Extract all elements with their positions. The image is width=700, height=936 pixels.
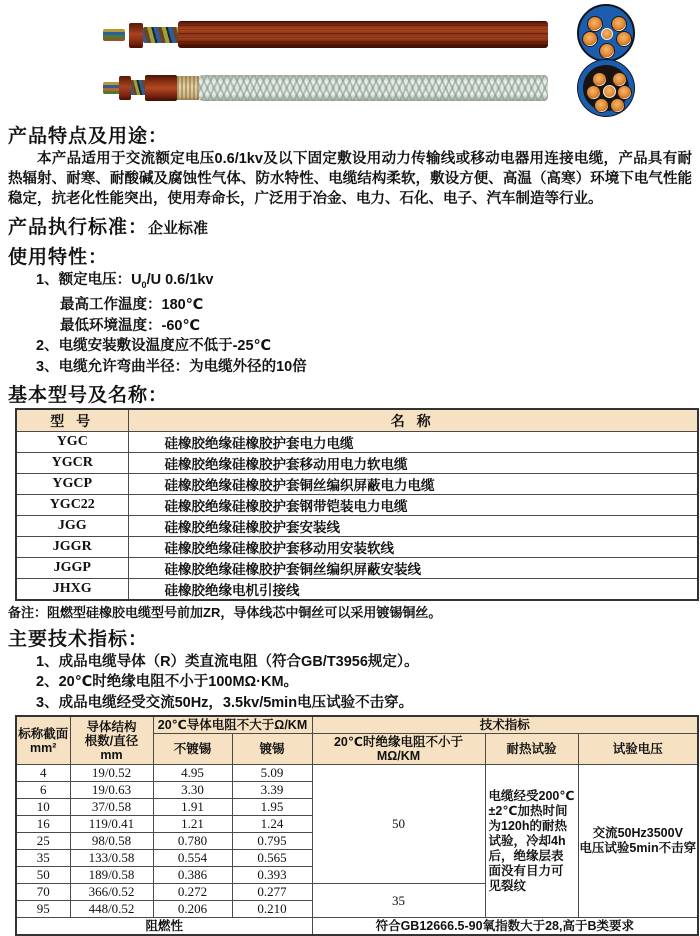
model-code: YGCR <box>16 452 128 473</box>
spec-col-section-l1: 标称截面 <box>18 726 69 741</box>
table-row <box>16 765 698 782</box>
model-code: YGCP <box>16 473 128 494</box>
spec-col-untinned: 不镀锡 <box>153 734 232 765</box>
standard-title <box>8 212 692 239</box>
untinned-value: 4.95 <box>153 765 232 782</box>
usage-item-1c: 最低环境温度：-60℃ <box>60 317 201 334</box>
structure-value: 98/0.58 <box>70 833 153 850</box>
voltage-test-l2: 电压试验5min不击穿 <box>579 841 697 856</box>
cable-jacket-icon <box>178 21 548 48</box>
cable-collar-icon <box>119 76 131 100</box>
structure-value: 37/0.58 <box>70 799 153 816</box>
insulation-group-50: 50 <box>312 765 485 884</box>
spec-col-section <box>16 716 70 765</box>
section-value: 95 <box>16 901 70 918</box>
models-col-name: 名 称 <box>128 409 698 431</box>
untinned-value: 0.206 <box>153 901 232 918</box>
table-row <box>16 431 698 452</box>
models-col-model: 型 号 <box>16 409 128 431</box>
structure-value: 19/0.63 <box>70 782 153 799</box>
section-value: 10 <box>16 799 70 816</box>
cable-conductor <box>594 98 609 113</box>
tinned-value: 0.210 <box>232 901 312 918</box>
tinned-value: 1.24 <box>232 816 312 833</box>
model-code: JGGP <box>16 557 128 578</box>
spec-col-resistance: 20℃导体电阻不大于Ω/KM <box>153 716 312 734</box>
tech-item-3: 3、成品电缆经受交流50Hz，3.5kv/5min电压试验不击穿。 <box>36 694 414 711</box>
structure-value: 19/0.52 <box>70 765 153 782</box>
table-row <box>16 494 698 515</box>
untinned-value: 1.21 <box>153 816 232 833</box>
usage-item-1 <box>8 270 692 295</box>
cable-center-conductor <box>601 28 613 40</box>
untinned-value: 1.91 <box>153 799 232 816</box>
structure-value: 133/0.58 <box>70 850 153 867</box>
tech-list <box>8 652 692 714</box>
standard-value: 企业标准 <box>148 220 209 237</box>
model-name: 硅橡胶绝缘电机引接线 <box>128 578 698 600</box>
spec-col-tinned: 镀锡 <box>232 734 312 765</box>
model-name: 硅橡胶绝缘硅橡胶护套移动用电力软电缆 <box>128 452 698 473</box>
tech-item-2: 2、20℃时绝缘电阻不小于100MΩ·KM。 <box>36 674 299 691</box>
usage-item-3: 3、电缆允许弯曲半径：为电缆外径的10倍 <box>36 358 307 375</box>
usage-item-1-post: /U 0.6/1kv <box>146 272 214 288</box>
cable-conductor <box>599 43 615 59</box>
tinned-value: 0.393 <box>232 867 312 884</box>
cable-photos <box>8 0 692 118</box>
red-cable-photo <box>103 20 548 50</box>
spec-col-voltage: 试验电压 <box>578 734 698 765</box>
usage-item-2: 2、电缆安装敷设温度应不低于-25℃ <box>36 338 272 355</box>
spec-col-structure-l3: mm <box>100 747 123 762</box>
features-body: 本产品适用于交流额定电压0.6/1kv及以下固定敷设用动力传输线或移动电器用连接电缆，产品具有耐热辐射、耐寒、耐酸碱及腐蚀性气体、防水特性、电缆结构柔软，敷设方便、高温（高寒）环境下电气性能稳定，抗老化性能突出，使用寿命长，广泛用于冶金、电力、石化、电子、汽车制造等行业。 <box>8 151 692 207</box>
table-row <box>16 536 698 557</box>
section-value: 50 <box>16 867 70 884</box>
models-table <box>15 408 699 601</box>
model-code: JHXG <box>16 578 128 600</box>
cable-collar-icon <box>129 23 143 48</box>
tinned-value: 5.09 <box>232 765 312 782</box>
cable-conductor <box>610 98 625 113</box>
untinned-value: 0.554 <box>153 850 232 867</box>
cable-cross-section-black-icon <box>578 60 634 116</box>
model-code: JGG <box>16 515 128 536</box>
cable-cross-section-blue-icon <box>577 4 635 62</box>
section-value: 25 <box>16 833 70 850</box>
standard-title-label: 产品执行标准： <box>8 217 149 238</box>
section-value: 35 <box>16 850 70 867</box>
models-title: 基本型号及名称： <box>8 385 169 407</box>
model-name: 硅橡胶绝缘硅橡胶护套铜丝编织屏蔽安装线 <box>128 557 698 578</box>
tinned-value: 1.95 <box>232 799 312 816</box>
spec-col-structure <box>70 716 153 765</box>
section-value: 4 <box>16 765 70 782</box>
braided-shield-icon <box>199 75 548 101</box>
twisted-cores-icon <box>131 80 145 95</box>
untinned-value: 0.780 <box>153 833 232 850</box>
model-name: 硅橡胶绝缘硅橡胶护套电力电缆 <box>128 431 698 452</box>
usage-list <box>8 270 692 377</box>
heat-test-cell: 电缆经受200℃±2℃加热时间为120h的耐热试验，冷却4h后，绝缘层表面没有目力可见裂纹 <box>485 765 578 918</box>
insulation-group-35: 35 <box>312 884 485 918</box>
cable-center-conductor <box>603 85 616 98</box>
voltage-test-cell <box>578 765 698 918</box>
structure-value: 448/0.52 <box>70 901 153 918</box>
model-name: 硅橡胶绝缘硅橡胶护套移动用安装软线 <box>128 536 698 557</box>
section-value: 16 <box>16 816 70 833</box>
table-row <box>16 452 698 473</box>
spec-col-insulation: 20℃时绝缘电阻不小于MΩ/KM <box>312 734 485 765</box>
model-name: 硅橡胶绝缘硅橡胶护套安装线 <box>128 515 698 536</box>
untinned-value: 0.272 <box>153 884 232 901</box>
section-value: 6 <box>16 782 70 799</box>
table-row <box>16 557 698 578</box>
cable-conductor <box>616 31 632 47</box>
usage-item-1b: 最高工作温度：180℃ <box>60 297 204 314</box>
flame-label: 阻燃性 <box>16 918 312 935</box>
spec-col-structure-l1: 导体结构 <box>86 719 137 734</box>
table-row <box>16 578 698 600</box>
cable-conductor <box>587 16 603 32</box>
usage-item-1-sub: 0 <box>141 279 147 290</box>
weave-transition-icon <box>177 76 199 100</box>
models-header-row <box>16 409 698 431</box>
cable-conductor <box>611 16 627 32</box>
models-note: 备注：阻燃型硅橡胶电缆型号前加ZR，导体线芯中铜丝可以采用镀锡铜丝。 <box>8 604 442 620</box>
twisted-cores-icon <box>143 27 179 43</box>
model-name: 硅橡胶绝缘硅橡胶护套铜丝编织屏蔽电力电缆 <box>128 473 698 494</box>
spec-col-section-l2: mm² <box>30 740 57 755</box>
model-code: YGC <box>16 431 128 452</box>
usage-title: 使用特性： <box>8 247 109 268</box>
flame-value: 符合GB12666.5-90氧指数大于28,高于B类要求 <box>312 918 698 935</box>
usage-item-1-pre: 1、额定电压：U <box>36 272 142 288</box>
model-name: 硅橡胶绝缘硅橡胶护套钢带铠装电力电缆 <box>128 494 698 515</box>
spec-col-structure-l2: 根数/直径 <box>84 733 139 748</box>
braided-cable-photo <box>103 72 548 104</box>
tech-title: 主要技术指标： <box>8 628 149 650</box>
flame-row <box>16 918 698 935</box>
table-row <box>16 473 698 494</box>
tinned-value: 0.565 <box>232 850 312 867</box>
spec-table <box>15 715 699 936</box>
untinned-value: 3.30 <box>153 782 232 799</box>
tinned-value: 3.39 <box>232 782 312 799</box>
voltage-test-l1: 交流50Hz3500V <box>592 826 683 841</box>
spec-col-heat: 耐热试验 <box>485 734 578 765</box>
structure-value: 119/0.41 <box>70 816 153 833</box>
section-value: 70 <box>16 884 70 901</box>
model-code: JGGR <box>16 536 128 557</box>
spec-header-row-1 <box>16 716 698 734</box>
model-code: YGC22 <box>16 494 128 515</box>
untinned-value: 0.386 <box>153 867 232 884</box>
tinned-value: 0.795 <box>232 833 312 850</box>
structure-value: 366/0.52 <box>70 884 153 901</box>
tinned-value: 0.277 <box>232 884 312 901</box>
cable-conductor <box>582 31 598 47</box>
table-row <box>16 515 698 536</box>
inner-jacket-icon <box>145 75 177 101</box>
tech-item-1: 1、成品电缆导体（R）类直流电阻（符合GB/T3956规定）。 <box>36 653 419 670</box>
spec-col-tech: 技术指标 <box>312 716 698 734</box>
stripped-wires-icon <box>103 29 125 41</box>
structure-value: 189/0.58 <box>70 867 153 884</box>
features-title: 产品特点及用途： <box>8 126 169 147</box>
